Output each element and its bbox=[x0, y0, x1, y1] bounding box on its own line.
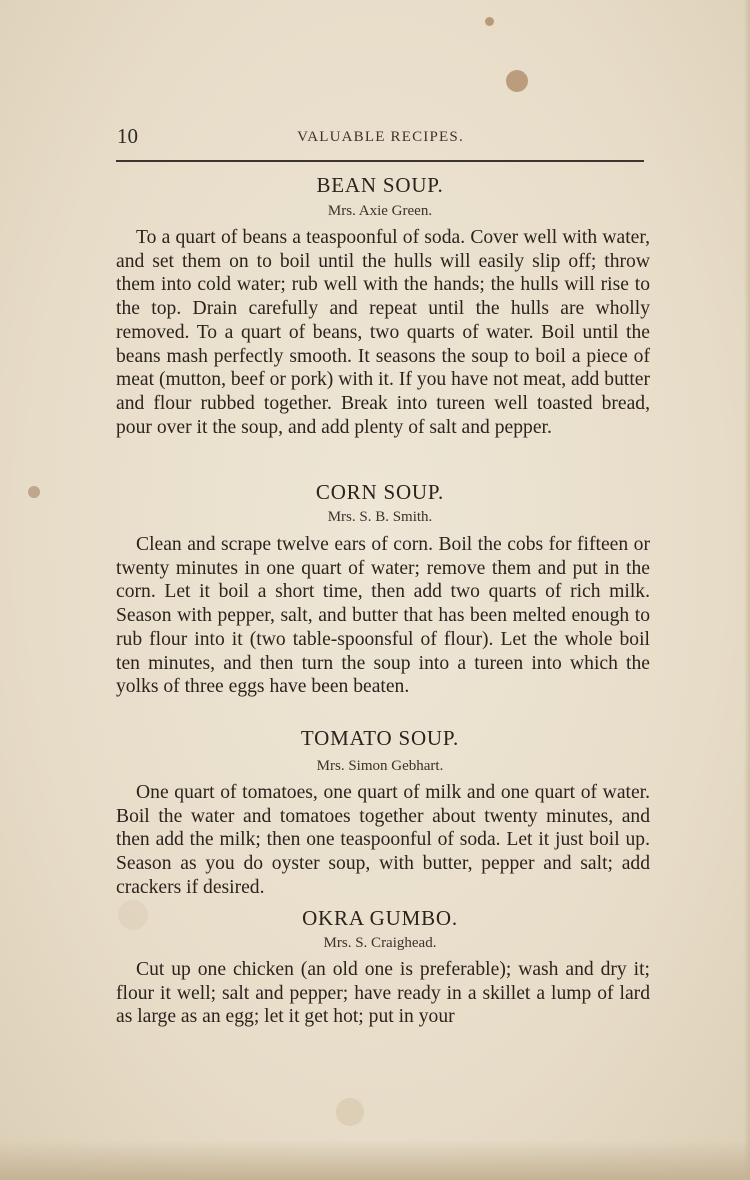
page-number: 10 bbox=[117, 124, 138, 148]
recipe-text: Cut up one chicken (an old one is preferable); wash and dry it; flour it well; salt and pepper; have ready in a skillet a lump of lard as large as an egg; let it get hot; put in your bbox=[116, 959, 650, 1028]
running-title: VALUABLE RECIPES. bbox=[297, 129, 464, 145]
recipe-author: Mrs. Axie Green. bbox=[327, 203, 433, 219]
recipe-author: Mrs. S. Craighead. bbox=[323, 935, 437, 951]
foxing-spot bbox=[28, 486, 40, 498]
foxing-spot bbox=[336, 1098, 364, 1126]
recipe-author: Mrs. Simon Gebhart. bbox=[316, 758, 444, 774]
recipe-text: Clean and scrape twelve ears of corn. Boil the cobs for fifteen or twenty minutes in one quart of water; remove them and put in the corn. Let it boil a short time, then add two quarts of rich milk. Season with pepper, salt, and butter that has been melted enough to rub flour into it (two table-spoonsful of flour). Let the whole boil ten minutes, and then turn the soup into a tureen into which the yolks of three eggs have been beaten. bbox=[116, 534, 650, 698]
page-header bbox=[117, 124, 644, 152]
header-rule bbox=[116, 160, 644, 162]
foxing-spot bbox=[506, 70, 528, 92]
page-edge-shadow bbox=[744, 0, 750, 1180]
foxing-spot bbox=[485, 17, 494, 26]
recipe-text: To a quart of beans a teaspoonful of soda. Cover well with water, and set them on to boil until the hulls will easily slip off; throw them into cold water; rub well with the hands; the hulls will rise to the top. Drain carefully and repeat until the hulls are wholly removed. To a quart of beans, two quarts of water. Boil until the beans mash perfectly smooth. It seasons the soup to boil a piece of meat (mutton, beef or pork) with it. If you have not meat, add butter and flour rubbed together. Break into tureen well toasted bread, pour over it the soup, and add plenty of salt and pepper. bbox=[116, 227, 650, 438]
recipe-author: Mrs. S. B. Smith. bbox=[327, 509, 433, 525]
recipe-text: One quart of tomatoes, one quart of milk and one quart of water. Boil the water and tomatoes together about twenty minutes, and then add the milk; then one teaspoonful of soda. Let it just boil up. Season as you do oyster soup, with butter, pepper and salt; add crackers if desired. bbox=[116, 782, 650, 898]
recipe-title: TOMATO SOUP. bbox=[300, 726, 460, 750]
recipe-title: CORN SOUP. bbox=[315, 480, 445, 504]
recipe-title: OKRA GUMBO. bbox=[302, 906, 458, 930]
page-bottom-stain bbox=[0, 1140, 750, 1180]
recipe-title: BEAN SOUP. bbox=[316, 173, 444, 197]
